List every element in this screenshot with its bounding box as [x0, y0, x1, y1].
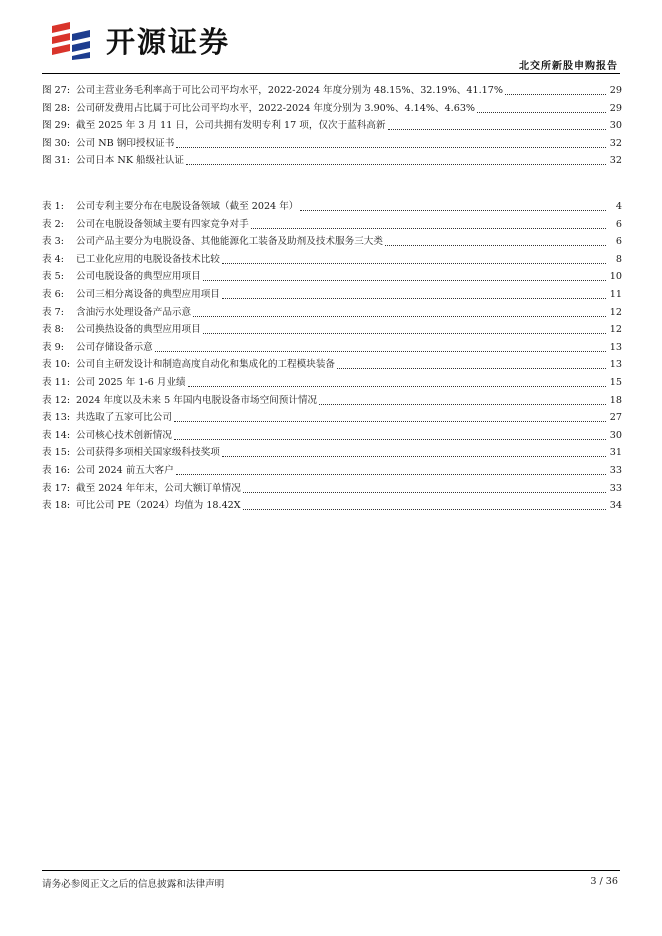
table-entry[interactable]: [42, 497, 622, 513]
dot-leader: [203, 280, 606, 281]
entry-label: 图 30:: [42, 137, 71, 149]
entry-title: 公司产品主要分为电脱设备、其他能源化工装备及助剂及技术服务三大类: [76, 236, 383, 248]
dot-leader: [243, 509, 606, 510]
entry-page-number: 10: [609, 271, 622, 283]
entry-page-number: 29: [609, 85, 622, 96]
entry-label: 表 8:: [42, 324, 64, 336]
table-entry[interactable]: [42, 409, 622, 425]
entry-page-number: 30: [609, 120, 622, 132]
footer-divider: [42, 870, 620, 871]
entry-title: 公司存储设备示意: [76, 341, 153, 353]
entry-page-number: 33: [609, 465, 622, 476]
dot-leader: [319, 404, 606, 405]
table-entry[interactable]: [42, 427, 622, 443]
dot-leader: [176, 474, 606, 475]
table-entry[interactable]: [42, 462, 622, 478]
entry-label: 表 3:: [42, 236, 64, 248]
dot-leader: [186, 164, 606, 165]
entry-page-number: 29: [609, 102, 622, 114]
entry-title: 公司研发费用占比属于可比公司平均水平，2022-2024 年度分别为 3.90%、4.14%、4.63%: [76, 102, 476, 114]
entry-label: 表 18:: [42, 500, 71, 512]
table-entry[interactable]: [42, 321, 622, 337]
entry-page-number: 30: [609, 429, 622, 441]
entry-label: 表 12:: [42, 394, 71, 406]
entry-page-number: 13: [609, 341, 622, 353]
entry-title: 截至 2025 年 3 月 11 日，公司共拥有发明专利 17 项，仅次于蓝科高新: [76, 120, 386, 132]
entry-title: 公司 2025 年 1-6 月业绩: [76, 377, 186, 388]
entry-label: 表 4:: [42, 253, 64, 265]
entry-label: 表 14:: [42, 429, 71, 441]
dot-leader: [251, 228, 606, 229]
dot-leader: [505, 94, 606, 95]
dot-leader: [222, 263, 606, 264]
entry-title: 公司 2024 前五大客户: [76, 465, 174, 476]
entry-label: 表 1:: [42, 201, 64, 212]
entry-label: 图 31:: [42, 155, 71, 167]
entry-title: 公司 NB 钢印授权证书: [76, 137, 175, 149]
entry-label: 表 11:: [42, 377, 71, 388]
entry-label: 表 6:: [42, 289, 64, 300]
dot-leader: [222, 298, 606, 299]
dot-leader: [243, 492, 606, 493]
table-entry[interactable]: [42, 444, 622, 460]
dot-leader: [176, 147, 606, 148]
table-entry[interactable]: [42, 286, 622, 302]
entry-page-number: 12: [609, 324, 622, 336]
table-entry[interactable]: [42, 251, 622, 267]
figure-entry[interactable]: [42, 152, 622, 168]
entry-label: 表 2:: [42, 218, 64, 230]
entry-page-number: 32: [609, 155, 622, 167]
table-entry[interactable]: [42, 480, 622, 496]
entry-page-number: 6: [615, 236, 622, 248]
entry-page-number: 27: [609, 412, 622, 424]
dot-leader: [188, 386, 606, 387]
entry-page-number: 12: [609, 306, 622, 318]
entry-page-number: 34: [609, 500, 622, 512]
dot-leader: [337, 368, 606, 369]
table-entry[interactable]: [42, 304, 622, 320]
entry-page-number: 6: [615, 218, 622, 230]
table-entry[interactable]: [42, 356, 622, 372]
entry-page-number: 15: [609, 377, 622, 388]
entry-title: 公司自主研发设计和制造高度自动化和集成化的工程模块装备: [76, 359, 336, 371]
dot-leader: [203, 333, 606, 334]
dot-leader: [174, 421, 606, 422]
brand-logo-icon: [50, 20, 100, 60]
entry-title: 公司主营业务毛利率高于可比公司平均水平，2022-2024 年度分别为 48.15%、32.19%、41.17%: [76, 85, 503, 96]
figure-entry[interactable]: [42, 135, 622, 151]
table-entry[interactable]: [42, 233, 622, 249]
figure-entry[interactable]: [42, 100, 622, 116]
entry-label: 表 16:: [42, 465, 71, 476]
entry-page-number: 4: [615, 201, 622, 212]
dot-leader: [174, 439, 606, 440]
entry-title: 公司换热设备的典型应用项目: [76, 324, 201, 336]
brand-logo: [50, 18, 230, 62]
table-entry[interactable]: [42, 374, 622, 390]
dot-leader: [385, 245, 606, 246]
dot-leader: [155, 351, 606, 352]
entry-title: 2024 年度以及未来 5 年国内电脱设备市场空间预计情况: [76, 394, 318, 406]
entry-title: 公司电脱设备的典型应用项目: [76, 271, 201, 283]
entry-title: 公司专利主要分布在电脱设备领域（截至 2024 年）: [76, 201, 299, 212]
header-divider: [42, 73, 620, 74]
entry-title: 共选取了五家可比公司: [76, 412, 172, 424]
table-entry[interactable]: [42, 268, 622, 284]
entry-title: 已工业化应用的电脱设备技术比较: [76, 253, 220, 265]
dot-leader: [193, 316, 606, 317]
entry-label: 图 29:: [42, 120, 71, 132]
brand-name: 开源证券: [106, 24, 231, 59]
dot-leader: [388, 129, 606, 130]
footer-disclaimer: 请务必参阅正文之后的信息披露和法律声明: [42, 879, 225, 890]
entry-label: 表 10:: [42, 359, 71, 371]
report-type-label: 北交所新股申购报告: [519, 61, 618, 72]
figure-entry[interactable]: [42, 117, 622, 133]
entry-page-number: 8: [615, 253, 622, 265]
entry-label: 表 5:: [42, 271, 64, 283]
entry-page-number: 32: [609, 137, 622, 149]
table-entry[interactable]: [42, 339, 622, 355]
page-indicator: 3 / 36: [590, 876, 618, 887]
entry-label: 图 28:: [42, 102, 71, 114]
table-entry[interactable]: [42, 216, 622, 232]
entry-title: 公司核心技术创新情况: [76, 429, 172, 441]
entry-title: 公司三相分离设备的典型应用项目: [76, 289, 220, 300]
entry-title: 公司日本 NK 船级社认证: [76, 155, 185, 167]
entry-title: 公司在电脱设备领域主要有四家竞争对手: [76, 218, 249, 230]
table-entry[interactable]: [42, 198, 622, 214]
entry-label: 表 7:: [42, 306, 64, 318]
entry-page-number: 31: [609, 447, 622, 459]
figure-entry[interactable]: [42, 82, 622, 98]
page-header: [0, 0, 662, 78]
entry-title: 含油污水处理设备产品示意: [76, 306, 192, 318]
entry-page-number: 33: [609, 482, 622, 494]
entry-label: 表 15:: [42, 447, 71, 459]
entry-label: 图 27:: [42, 85, 71, 96]
entry-label: 表 9:: [42, 341, 64, 353]
dot-leader: [300, 210, 606, 211]
entry-title: 截至 2024 年年末，公司大额订单情况: [76, 482, 241, 494]
dot-leader: [477, 112, 606, 113]
entry-label: 表 13:: [42, 412, 71, 424]
entry-label: 表 17:: [42, 482, 71, 494]
table-entry[interactable]: [42, 392, 622, 408]
entry-title: 公司获得多项相关国家级科技奖项: [76, 447, 220, 459]
entry-page-number: 11: [609, 289, 622, 300]
entry-page-number: 13: [609, 359, 622, 371]
entry-title: 可比公司 PE（2024）均值为 18.42X: [76, 500, 241, 512]
entry-page-number: 18: [609, 394, 622, 406]
dot-leader: [222, 456, 606, 457]
